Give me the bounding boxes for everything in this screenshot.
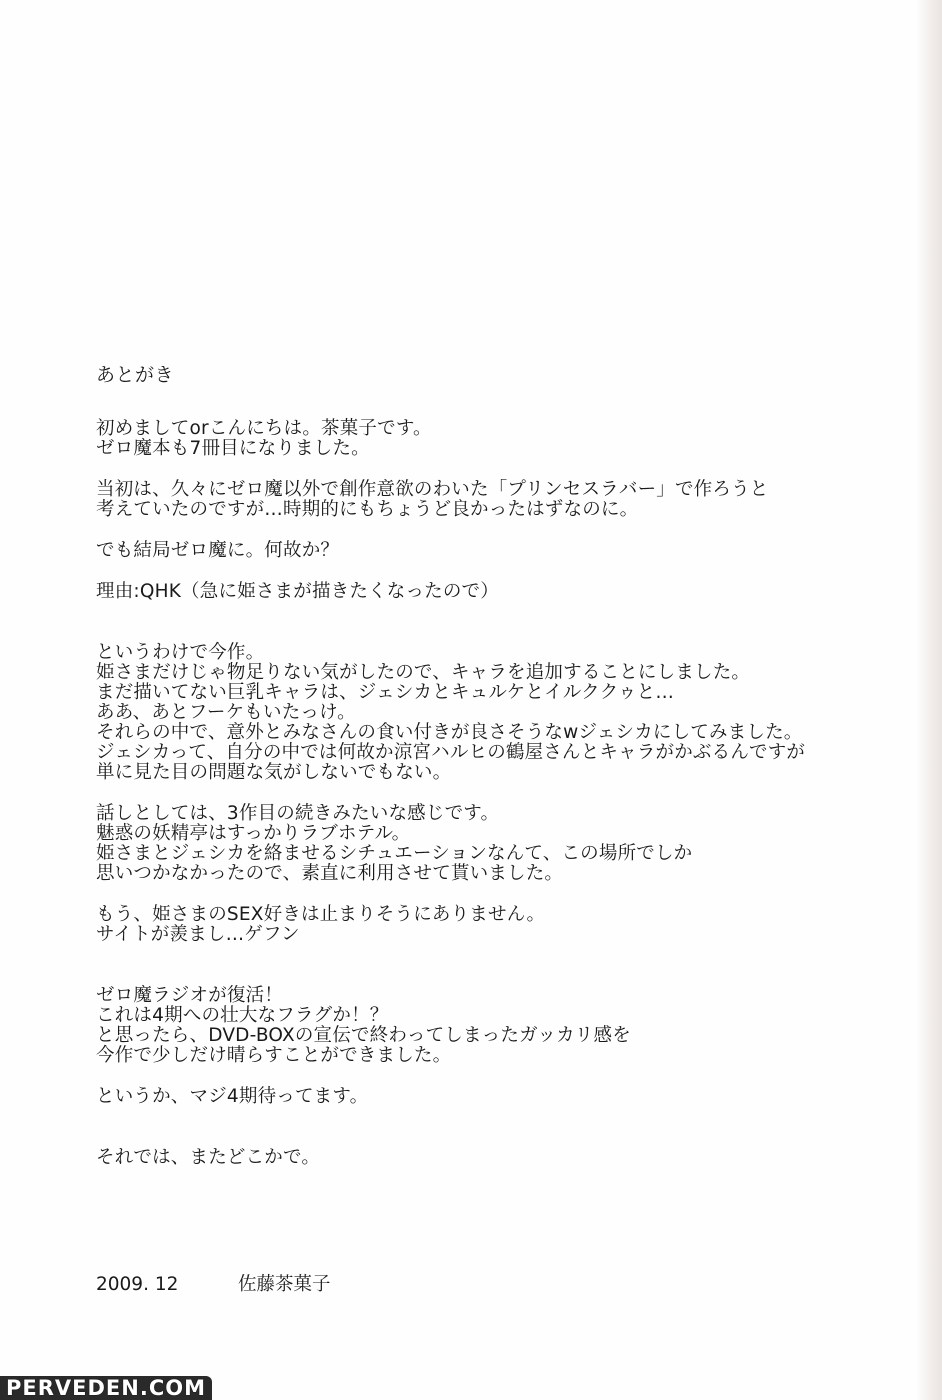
paragraph-greeting bbox=[96, 419, 916, 459]
paragraph-princess bbox=[96, 905, 916, 945]
text-line: 魅惑の妖精亭はすっかりラブホテル。 bbox=[96, 823, 411, 844]
text-line: 当初は、久々にゼロ魔以外で創作意欲のわいた「プリンセスラバー」で作ろうと bbox=[96, 479, 769, 500]
paragraph-season4 bbox=[96, 1087, 916, 1107]
text-line: 単に見た目の問題な気がしないでもない。 bbox=[96, 762, 452, 783]
text-line: ゼロ魔本も7冊目になりました。 bbox=[96, 438, 370, 459]
text-line: 理由:QHK（急に姫さまが描きたくなったので） bbox=[96, 581, 499, 602]
text-line: 話しとしては、3作目の続きみたいな感じです。 bbox=[96, 803, 500, 824]
text-line: それでは、またどこかで。 bbox=[96, 1147, 321, 1168]
text-line: 初めましてorこんにちは。茶菓子です。 bbox=[96, 418, 432, 439]
text-line: 姫さまとジェシカを絡ませるシチュエーションなんて、この場所でしか bbox=[96, 843, 693, 864]
text-line: 考えていたのですが…時期的にもちょうど良かったはずなのに。 bbox=[96, 499, 639, 520]
text-line: まだ描いてない巨乳キャラは、ジェシカとキュルケとイルククゥと… bbox=[96, 682, 675, 703]
paragraph-farewell bbox=[96, 1148, 916, 1168]
paragraph-radio bbox=[96, 986, 916, 1066]
text-line: というか、マジ4期待ってます。 bbox=[96, 1086, 369, 1107]
text-line: ああ、あとフーケもいたっけ。 bbox=[96, 702, 356, 723]
text-line: でも結局ゼロ魔に。何故か？ bbox=[96, 540, 340, 561]
paragraph-reason bbox=[96, 582, 916, 602]
signature bbox=[96, 1273, 331, 1297]
text-line: と思ったら、DVD-BOXの宣伝で終わってしまったガッカリ感を bbox=[96, 1025, 631, 1046]
text-line: それらの中で、意外とみなさんの食い付きが良さそうなwジェシカにしてみました。 bbox=[96, 722, 803, 743]
signature-date: 2009. 12 bbox=[96, 1274, 179, 1295]
text-line: これは4期への壮大なフラグか！？ bbox=[96, 1005, 389, 1026]
text-line: 思いつかなかったので、素直に利用させて貰いました。 bbox=[96, 863, 564, 884]
page-edge-shadow bbox=[916, 0, 942, 1400]
signature-author: 佐藤茶菓子 bbox=[238, 1274, 331, 1295]
text-line: 姫さまだけじゃ物足りない気がしたので、キャラを追加することにしました。 bbox=[96, 662, 751, 683]
text-line: というわけで今作。 bbox=[96, 642, 265, 663]
paragraph-story bbox=[96, 804, 916, 884]
text-line: ジェシカって、自分の中では何故か涼宮ハルヒの鶴屋さんとキャラがかぶるんですが bbox=[96, 742, 806, 763]
text-line: 今作で少しだけ晴らすことができました。 bbox=[96, 1045, 452, 1066]
paragraph-original-plan bbox=[96, 480, 916, 520]
text-line: サイトが羨まし…ゲフン bbox=[96, 924, 300, 945]
afterword-body bbox=[96, 362, 916, 1168]
afterword-heading: あとがき bbox=[96, 364, 175, 386]
paragraph-this-work bbox=[96, 643, 916, 783]
text-line: もう、姫さまのSEX好きは止まりそうにありません。 bbox=[96, 904, 546, 925]
site-watermark: PERVEDEN.COM bbox=[0, 1376, 212, 1400]
text-line: ゼロ魔ラジオが復活！ bbox=[96, 985, 284, 1006]
paragraph-question bbox=[96, 541, 916, 561]
